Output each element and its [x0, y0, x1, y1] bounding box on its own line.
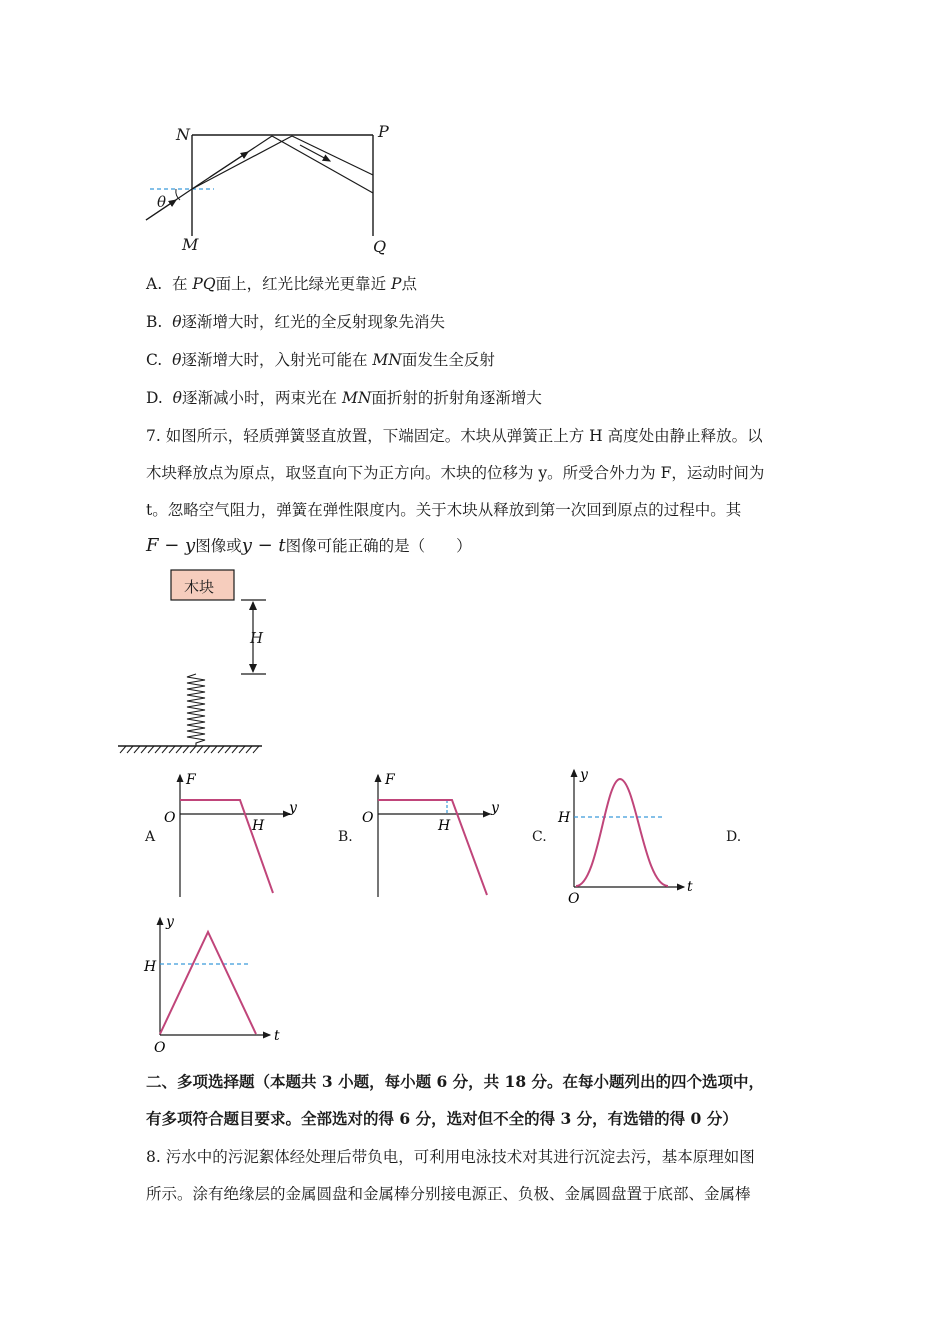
- x-axis-label: t: [687, 879, 693, 895]
- section-2-heading-line-2: 有多项符合题目要求。全部选对的得 6 分，选对但不全的得 3 分，有选错的得 0 分）: [146, 1109, 738, 1128]
- origin-label: O: [362, 810, 374, 826]
- label-m: M: [182, 235, 199, 254]
- block-label: 木块: [184, 578, 215, 596]
- q6-option-c: C. θ逐渐增大时，入射光可能在 MN面发生全反射: [146, 351, 495, 369]
- q7-line-4: F − y图像或y − t图像可能正确的是（ ）: [146, 535, 472, 556]
- graph-a: [158, 770, 308, 900]
- q6-option-d: D. θ逐渐减小时，两束光在 MN面折射的折射角逐渐增大: [146, 389, 542, 407]
- origin-label: O: [164, 810, 176, 826]
- x-axis-label: t: [274, 1028, 280, 1044]
- light-rays: [146, 136, 373, 220]
- origin-label: O: [154, 1040, 166, 1054]
- displacement-curve: [576, 779, 668, 886]
- y-axis-label: F: [186, 772, 196, 788]
- label-n: N: [176, 125, 190, 144]
- graph-b-label: B.: [338, 829, 353, 845]
- q6-option-a: A. 在 PQ面上，红光比绿光更靠近 P点: [146, 275, 417, 293]
- q7-line-2: 木块释放点为原点，取竖直向下为正方向。木块的位移为 y。所受合外力为 F，运动时间为: [146, 464, 765, 482]
- graph-d: [140, 912, 290, 1054]
- spring-coil: [187, 674, 205, 746]
- ground-hatch: [120, 746, 259, 753]
- y-axis-label: y: [580, 767, 588, 783]
- prism-outline: [192, 135, 373, 236]
- q7-line-3: t。忽略空气阻力，弹簧在弹性限度内。关于木块从释放到第一次回到原点的过程中。其: [146, 501, 742, 519]
- x-axis-label: y: [491, 800, 499, 816]
- h-mark: H: [438, 818, 451, 834]
- q8-line-2: 所示。涂有绝缘层的金属圆盘和金属棒分别接电源正、负极、金属圆盘置于底部、金属棒: [146, 1185, 751, 1203]
- q7-line-1: 7. 如图所示，轻质弹簧竖直放置，下端固定。木块从弹簧正上方 H 高度处由静止释放。以: [146, 427, 763, 445]
- q8-line-1: 8. 污水中的污泥絮体经处理后带负电，可利用电泳技术对其进行沉淀去污，基本原理如图: [146, 1148, 755, 1166]
- origin-label: O: [568, 891, 580, 907]
- h-mark: H: [144, 959, 157, 975]
- graph-d-label: D.: [726, 829, 742, 845]
- prism-figure: [140, 118, 400, 258]
- y-axis-label: y: [166, 914, 174, 930]
- theta-arc: [176, 189, 180, 200]
- graph-c: [555, 765, 700, 907]
- section-2-heading-line-1: 二、多项选择题（本题共 3 小题，每小题 6 分，共 18 分。在每小题列出的四个选项中，: [146, 1072, 765, 1091]
- graph-b: [356, 770, 506, 900]
- displacement-curve: [160, 932, 256, 1034]
- x-axis-label: y: [289, 800, 297, 816]
- arrow-up: [249, 601, 257, 610]
- q6-option-b: B. θ逐渐增大时，红光的全反射现象先消失: [146, 313, 446, 331]
- graph-c-label: C.: [532, 829, 547, 845]
- label-theta: θ: [157, 193, 167, 211]
- h-mark: H: [252, 818, 265, 834]
- h-label: H: [250, 629, 264, 647]
- h-mark: H: [558, 810, 571, 826]
- y-axis-label: F: [385, 772, 395, 788]
- spring-figure: [110, 565, 280, 755]
- graph-a-label: A: [145, 829, 156, 845]
- arrow-down: [249, 664, 257, 673]
- label-q: Q: [373, 237, 387, 256]
- label-p: P: [378, 122, 389, 141]
